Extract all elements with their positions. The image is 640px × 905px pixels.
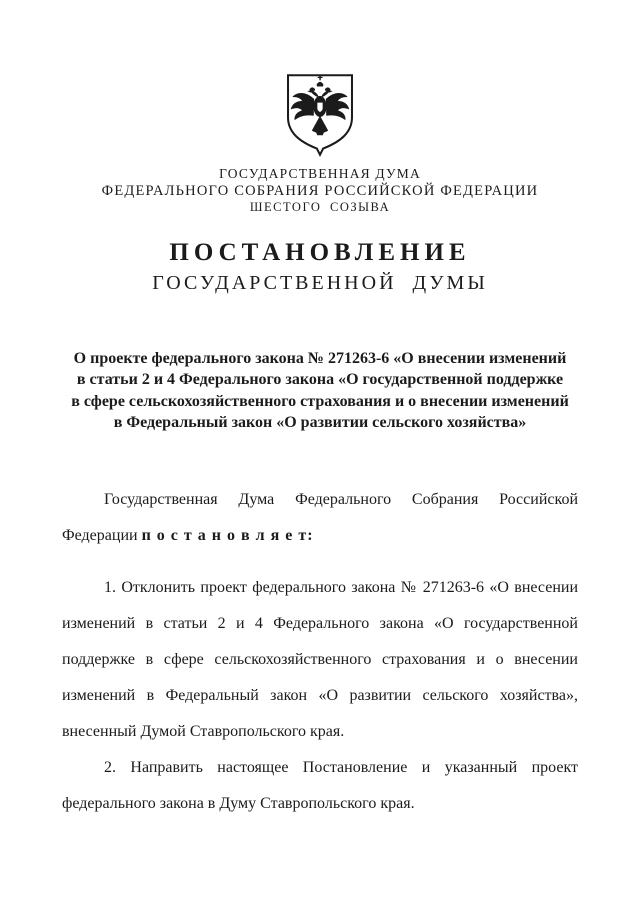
document-body: [62, 482, 578, 822]
org-line-convocation: ШЕСТОГО СОЗЫВА: [249, 200, 391, 214]
organization-name: [0, 166, 640, 216]
doc-type-main: ПОСТАНОВЛЕНИЕ: [169, 238, 471, 266]
paragraph-2: 2. Направить настоящее Постановление и указанный проект федерального закона в Думу Ставропольского края.: [62, 758, 578, 812]
document-title: [0, 348, 640, 434]
title-line: О проекте федерального закона № 271263-6 «О внесении изменений: [73, 349, 567, 367]
document-type-heading: [0, 239, 640, 295]
paragraph-1: 1. Отклонить проект федерального закона № 271263-6 «О внесении изменений в статьи 2 и 4 Федерального закона «О государственной поддержке в сфере сельскохозяйственного страхования и о внесении изменений в Федеральный закон «О развитии сельского хозяйства», внесенный Думой Ставропольского края.: [62, 578, 578, 740]
resolves-keyword: п о с т а н о в л я е т:: [141, 526, 314, 544]
org-line-federal-assembly: ФЕДЕРАЛЬНОГО СОБРАНИЯ РОССИЙСКОЙ ФЕДЕРАЦИИ: [101, 182, 539, 199]
title-line: в Федеральный закон «О развитии сельского хозяйства»: [113, 414, 527, 431]
intro-text: Государственная Дума Федерального Собрания Российской Федерации: [62, 490, 578, 544]
org-line-duma: ГОСУДАРСТВЕННАЯ ДУМА: [219, 166, 421, 181]
doc-type-sub: ГОСУДАРСТВЕННОЙ ДУМЫ: [152, 271, 488, 294]
title-line: в статьи 2 и 4 Федерального закона «О государственной поддержке: [76, 371, 564, 388]
russia-coat-of-arms-icon: [281, 72, 359, 158]
emblem-container: [0, 0, 640, 163]
title-line: в сфере сельскохозяйственного страхования и о внесении изменений: [71, 392, 569, 410]
intro-paragraph: [62, 482, 578, 554]
